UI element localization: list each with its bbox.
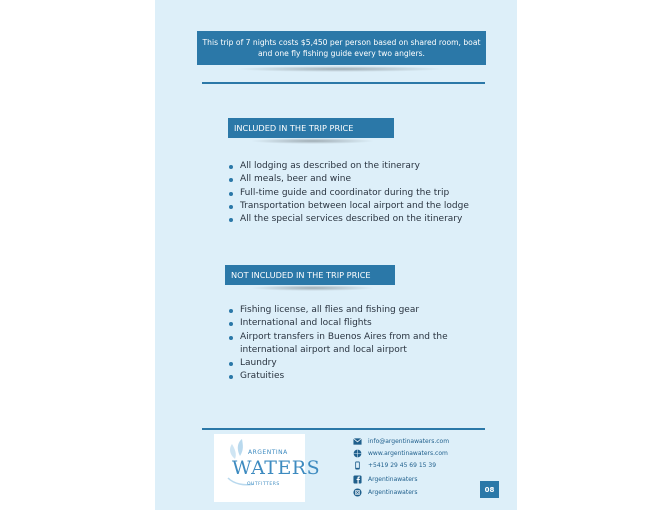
- contact-phone[interactable]: [353, 460, 436, 470]
- bottom-divider: [202, 428, 485, 430]
- facebook-icon: [353, 475, 362, 484]
- list-item: Gratuities: [228, 370, 478, 383]
- list-item: Transportation between local airport and the lodge: [228, 200, 478, 213]
- included-list: [228, 160, 478, 226]
- page-number-text: 08: [484, 485, 495, 494]
- list-item: Full-time guide and coordinator during the trip: [228, 187, 478, 200]
- not-included-list: [228, 304, 478, 384]
- instagram-icon: [353, 488, 362, 497]
- top-divider: [202, 82, 485, 84]
- price-box-shadow: [235, 66, 445, 72]
- globe-icon: [353, 449, 362, 458]
- phone-icon: [353, 461, 362, 470]
- facebook-text: Argentinawaters: [368, 475, 418, 483]
- price-note-text: This trip of 7 nights costs $5,450 per person based on shared room, boat and one fly fishing guide every two anglers.: [202, 38, 481, 58]
- logo-sub-text: OUTFITTERS: [247, 482, 280, 487]
- list-item: All the special services described on the itinerary: [228, 213, 478, 226]
- not-included-heading-shadow: [250, 285, 375, 291]
- included-heading-text: INCLUDED IN THE TRIP PRICE: [234, 123, 354, 133]
- logo-top-text: ARGENTINA: [248, 449, 288, 456]
- list-item: Laundry: [228, 357, 478, 370]
- list-item: Fishing license, all flies and fishing gear: [228, 304, 478, 317]
- list-item: All meals, beer and wine: [228, 173, 478, 186]
- page-number: [480, 481, 499, 498]
- contact-website[interactable]: [353, 448, 448, 458]
- contact-email[interactable]: [353, 436, 449, 446]
- logo-main-text: WATERS: [232, 457, 321, 479]
- list-item: Airport transfers in Buenos Aires from and the international airport and local airport: [228, 331, 478, 358]
- list-item: All lodging as described on the itinerary: [228, 160, 478, 173]
- included-heading: [228, 118, 394, 138]
- list-item: International and local flights: [228, 317, 478, 330]
- included-heading-shadow: [250, 138, 375, 144]
- contact-instagram[interactable]: [353, 487, 418, 497]
- not-included-heading-text: NOT INCLUDED IN THE TRIP PRICE: [231, 270, 371, 280]
- brochure-page: [155, 0, 517, 510]
- website-text: www.argentinawaters.com: [368, 449, 448, 457]
- instagram-text: Argentinawaters: [368, 488, 418, 496]
- price-note: [197, 31, 486, 65]
- contact-facebook[interactable]: [353, 474, 418, 484]
- email-icon: [353, 437, 362, 446]
- not-included-heading: [225, 265, 395, 285]
- company-logo: [214, 434, 321, 502]
- phone-text: +5419 29 45 69 15 39: [368, 461, 437, 469]
- email-text: info@argentinawaters.com: [368, 437, 450, 445]
